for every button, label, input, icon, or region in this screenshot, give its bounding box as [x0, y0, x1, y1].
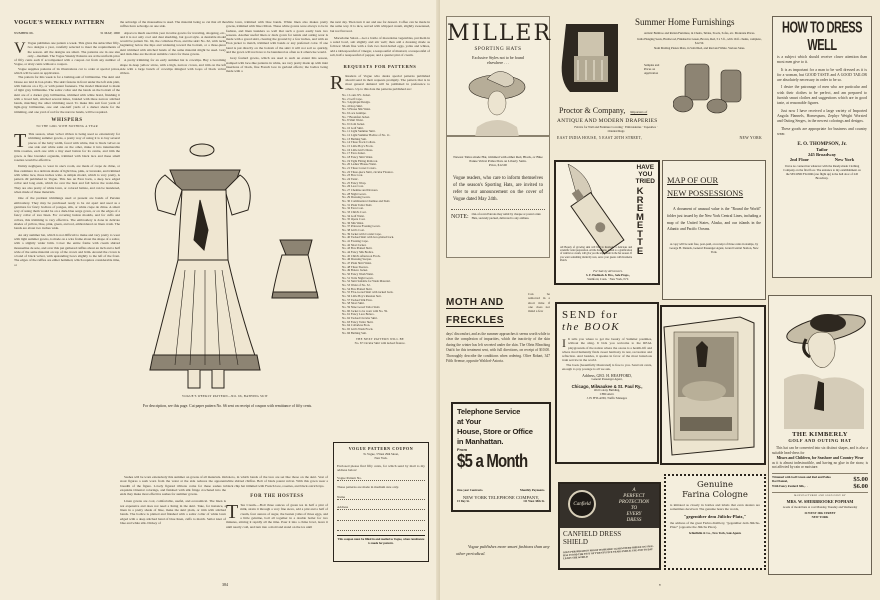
proctor-company: Proctor & Company, Importers of — [559, 106, 648, 115]
intro-paragraph: The pattern for this week is for a bathing-suit of brilliantine. The skirt and blouse are laid in box-plaits. The skirt fastens in front under the left side plait, with buttons on a fly, or with patent fasteners. The model illustrated is made of light gray brilliantine. The sailor collar and the bands on the bottom of the skirt are of a darker gray brilliantine, trimmed with white braid, finishing it with a broad belt, stitched several times, braided with three narrow stitched bands, matching the other trimming used. To make this suit four yards of light-gray brilliantine, one and one-half yards of a darker shade for the trimming, and one yard of red for the narrow bands, will be required. — [14, 75, 120, 114]
miller-tagline: Exclusive Styles not to be found elsewhere . . . — [472, 55, 524, 65]
pattern-list-item: No. 35 Opera Coat. — [342, 217, 366, 222]
farina-quote: "gegenüber dem Jülichs-Platz," — [683, 513, 747, 519]
pattern-list-item: No. 45 Child's Afternoon Frock. — [342, 253, 381, 258]
send-book-footer: J. H. HYLAND, Traffic Manager. — [586, 395, 628, 400]
pattern-list-item: No. 1 Louis XV. Jacket. — [342, 92, 371, 97]
page-title: VOGUE'S WEEKLY PATTERN — [14, 20, 105, 26]
send-book-role: General Passenger Agent, — [591, 377, 623, 382]
kimberly-ad[interactable] — [768, 295, 872, 575]
farina-title-1: Genuine — [697, 480, 733, 490]
book-cover-illustration — [662, 307, 762, 457]
kremette-brand: KREMETTE — [636, 186, 644, 257]
telephone-terms: One-year Contracts. Monthly Payments. — [457, 488, 545, 492]
tailor-name: E. O. THOMPSON, Jr. — [797, 142, 847, 148]
pattern-list-item: No. 17 Eton Jacket. — [342, 151, 366, 156]
paragraph: the selvedge of the mousseline is used. The material being so cut that all the ruffles have selvedge on one side. — [120, 20, 226, 29]
kremette-ad[interactable] — [554, 160, 660, 285]
pattern-list-item: No. 16 Little Girl's Dress. — [342, 147, 374, 152]
telephone-from: From — [457, 447, 467, 452]
pattern-list-item: No. 54 Box Plaited Skirt. — [342, 286, 373, 291]
pattern-list-item: No. 48 Three Sleeves. — [342, 264, 369, 269]
whispers-paragraph: Dainty negligees, to wear in one's room, are made of crepe de chine, or fine cashmere in a delicate shade of light blue, pink, or lavender, and trimmed with white lace, three inches wide. A simple model, which is very pretty, is pattern 49 published in Vogue. This has an Eton back, a deep lace edged collar and long ends, which tie over the bust and fall below the waist-line. They are also pretty of white lawn, or colored batiste, and can be laundered, when made of these materials. — [14, 164, 120, 194]
furnishings-list — [637, 32, 762, 51]
pattern-list-item: No. 34 Golf Waist. — [342, 213, 365, 218]
requests-title: REQUESTS FOR PATTERNS — [343, 64, 417, 70]
kimberly-price-1: Trimmed with Golf Green and Red and Polka Dot Flannel, $5.00 — [772, 474, 868, 484]
pattern-list-item: No. 28 Night Gown. — [342, 191, 367, 196]
furnishing-item: India Hanging Seats, Hardwood, Finished in Green, Brown, Red, 3 x 5 ft., with 10-ft. chains, complete, $12.50. — [637, 36, 762, 45]
column-1 — [14, 41, 120, 267]
pattern-list-item: No. 66 Bathing Suit. — [342, 330, 367, 335]
kremette-maker: S. F. Haddock & Bro., Sole Props., — [586, 273, 630, 277]
send-book-title-2: the BOOK — [562, 321, 621, 333]
pattern-list-item: No. 42 Short Jacket. — [342, 242, 367, 247]
pattern-header — [14, 20, 120, 35]
column-3-top — [226, 20, 328, 74]
right-page — [440, 0, 880, 600]
paragraph: white lawn, trimmed with blue bands. White linen also makes pretty gowns, trimmed with blue ribbon. These white gowns were always to be in fashion, and linen launders so well that such a gown easily lasts two seasons. Another useful linen or duck gown for tennis and outing wear is made with a gored skirt, clearing the ground by a few inches, and with an Eton jacket to match, trimmed with bands or any preferred color. If one band is put directly on the bottom of the skirt it will not soil so quickly, and the gown will not have to be laundered as often as it otherwise would. — [226, 20, 328, 55]
pattern-list-item: No. 30 Combination Chemise and Skirt. — [342, 198, 391, 203]
wicker-stools-illustration — [673, 62, 761, 114]
paragraph: the next day. Then turn it out and use for dessert. Coffee can be made in the same way. It is nice, served with whipped cream, slightly sweetened, but not flavored. — [330, 20, 430, 33]
moth-side-text: Can be removed in a short time if one does not mind a few — [528, 292, 550, 314]
kimberly-title: THE KIMBERLY — [792, 431, 848, 438]
pattern-list-item: No. 60 Jacket to be worn with No. 59. — [342, 308, 388, 313]
kimberly-bold: Misses and Children, for Seashore and Country Wear — [776, 456, 864, 461]
page-number-left: 384 — [222, 582, 228, 587]
intro-paragraph: V Vogue publishes one pattern a week. This gives the subscriber fifty-two designs a year, carefully selected to meet the requirements of the season. All the designs are smart. The patterns are in one size only—medium. The Vogue Weekly Patterns are at the uniform price of fifty cents each if accompanied with a coupon cut from any number of Vogue, or sixty cents without a coupon. — [14, 40, 120, 67]
coupon-text: Enclosed please find fifty cents, for which send by mail to my address below: — [337, 463, 425, 472]
kimberly-city: NEW YORK — [811, 514, 829, 519]
dress-well-title: HOW TO DRESS WELL — [782, 19, 862, 55]
pattern-list-item: No. 46 Dressing Sacque. — [342, 257, 372, 262]
pattern-list-item: No. 24 Tunic. — [342, 176, 359, 181]
proctor-fabrics: Fabrics for Wall and Furniture Covering · Embroideries · Tapestries · Oriental Rugs — [574, 125, 658, 133]
pattern-list-item: No. 3 Appliqué Design. — [342, 100, 371, 105]
pattern-list-item: No. 12 Light Summer Bodice of No. 11. — [342, 133, 391, 138]
send-book-body-2: The book (beautifully illustrated) is free to you. Send six cents, enough to pay postage is all we ask. — [562, 362, 652, 372]
pattern-list-item: No. 40 Tucked Skirt with box-plaited back. — [342, 235, 394, 240]
coupon-footer: This coupon must be filled in and mailed to Vogue, when remittance is made for pattern. — [337, 537, 425, 546]
telephone-addresses: 15 Dey St. 111 West 38th St. — [457, 498, 545, 503]
column-2-top — [120, 20, 226, 76]
pattern-list-item: No. 15 Little Boy's Frock. — [342, 144, 374, 149]
pattern-list-item: No. 13 Bathing Suit. — [342, 136, 367, 141]
pattern-list-item: No. 32 Eton Coat. — [342, 206, 364, 211]
proctor-ad[interactable] — [555, 16, 765, 146]
map-body: A document of unusual value is the "Round the World" folder just issued by the New York Central Lines, including a map of the United States, Alaska, and our islands in the Atlantic and Pacific Oceans. — [667, 207, 761, 232]
whispers-paragraph: T This season, when velvet ribbon is being used so extensively for trimming summer gowns, a pretty way of using it is to buy several pieces of the baby width, faced with white, that is black velvet on one side and white satin on the other, make it into innumerable little rosettes, each one with a tiny steel button for its centre, and trim the gown. A fine lavender organdie, trimmed with black lace and these small rosettes would be effective. — [14, 130, 120, 162]
tailor-role: Tailor — [816, 147, 828, 153]
pattern-list-item: No. 36 Silk Waist. — [342, 220, 364, 225]
pattern-list-item: No. 49 Bolero Jacket. — [342, 268, 369, 273]
canfield-brand: CANFIELD DRESS SHIELD — [563, 530, 622, 546]
send-book-body: I It tells you where to get the beauty of Summer pastimes, without the sting. It bids you welcome to the REAL playgrounds of the nation where the ozone is a health-lift and where tired humanity finds sweet harmony in rest, recreation and reflection. And besides, it speaks in favor of the most luxurious train service in the world. — [562, 336, 652, 363]
kimberly-hat-illustration — [772, 299, 868, 429]
pattern-list-item: No. 20 Ladies' Blouse Waist. — [342, 162, 377, 167]
furnishing-item: Artistic Bamboo and Rattan Furniture, in Chairs, Tables, Stools, Sofas, etc. Moderate Prices. — [643, 31, 756, 35]
name-field[interactable]: Name — [337, 495, 425, 500]
paragraph: Alpaca is much used this year in tailor-gowns for traveling, shopping, etc., and it is not only cool and dust shedding, but good style. A desirable model would be pattern No. 64, the collarless Eton, and the skirt No. 62, with tucks beginning below the hips and widening toward the bottom, or a three-piece skirt trimmed with stitched bands of the same material might be used. Gray and dark-blue are the most suitable colors for these gowns. — [120, 30, 226, 57]
address-field-line[interactable] — [337, 527, 425, 531]
column-2-bottom — [120, 475, 226, 525]
pattern-list-item: No. 51 Voile Night Gown. — [342, 275, 374, 280]
pattern-list-item: No. 65 Girl's Wash Frock. — [342, 326, 374, 331]
intro-paragraph: Vogue supplies patterns of its illustrations cut to order at special prices, which will be sent on application. — [14, 66, 120, 76]
pattern-list-item: No. 2 Golf Cape. — [342, 96, 363, 101]
telephone-price: $5 a Month — [457, 450, 528, 472]
paragraph: Sashes will be worn extensively this summer on gowns of all materials. On stout figures a sash worn from the waist at the side reduces the apparent breadth of the figure. Lovely figured ribbons come for these sashes in exquisite Oriental colorings, and finished with silk fringe crocheted into the ends they make most effective sashes for summer gowns. — [120, 475, 226, 497]
whispers-paragraph: An airy summer hat, which is not difficult to make and very pretty to wear with light summer gowns, is made on a wire frame about the shape of a sailor, with a slightly wider brim. Cover the entire frame with cream shirred mousseline de soie, and over this put gathered ruffles about an inch and a half wide of the same material on top of the crown and brim. Around the crown is a band of black velvet, with upstanding bows slightly to the left of the front. The edges of the ruffles are either hemmed, which requires considerable time, or — [14, 232, 120, 267]
pattern-list-item: No. 58 Short Skirt. — [342, 301, 365, 306]
pattern-list-item: No. 11 Light Summer Skirt. — [342, 129, 376, 134]
address-field[interactable]: Address — [337, 505, 425, 510]
pattern-list-item: No. 10 Golf Skirt. — [342, 125, 364, 130]
pattern-list-item: No. 38 Girl's Coat. — [342, 228, 365, 233]
send-book-city: CHICAGO. — [599, 391, 615, 396]
whispers-paragraph: One of the prettiest trimmings used at present are bands of Persian embroidery. They may be purchased ready to be cut apart and used as a garniture for fancy bodices of pongee, silk, or white crepe de chine. A smart way of using them would be on a dark-blue serge gown, or on the edges of a fancy collar of tore linen. For covering button moulds, and for cuffs and collars, this trimming is very effective. The embroidery is done in delicate shades of yellow, blue, pink, green, and red, embroidered on linen crash. The bands are about two inches wide. — [14, 196, 120, 231]
kimberly-address: 34 WEST 30th STREET — [804, 510, 836, 515]
bathing-suit-illustration — [130, 130, 325, 395]
next-pattern-label: THE NEXT PATTERN WILL BE — [355, 337, 405, 342]
pattern-list-item: No. 55 Five-Gored Skirt with tucked back. — [342, 290, 394, 295]
pattern-list-item: No. 53 Waist of No. 52. — [342, 282, 371, 287]
farina-agents: Schieffelin & Co., New York, Sole Agents — [688, 531, 742, 536]
miller-subtitle: SPORTING HATS — [474, 46, 522, 52]
send-book-ad[interactable] — [555, 302, 659, 464]
paragraph: Gray foulard gowns, which are used to such an extent this season, stamped with lace-like patterns in white, are very pretty made up with inlet insertions of black, fine French lace in garland effects; the bodice being made with a — [226, 56, 328, 74]
kremette-sold-by: For Sale by All Grocers. — [593, 269, 623, 273]
farina-body-2: the address of the great Farina distillery, "gegenüber dem Jülichs-Platz" (opposite the Jülichs Place). — [670, 520, 760, 529]
send-book-building: Old Colony Building, — [593, 388, 621, 393]
kimberly-maker: MRS. W. SHERBROOKE POPHAM — [786, 499, 854, 505]
kimberly-text-2: as it is almost indestructible, and having no glue in the straw, is not affected by rain or moisture. — [772, 460, 868, 470]
kimberly-price-2: With Fancy Foulard Silk, . . $6.00 — [772, 483, 868, 491]
pattern-list-item: No. 63 Fancy Tailor Skirt. — [342, 319, 374, 324]
pattern-list-item: No. 50 Fancy Wash Waist. — [342, 272, 374, 277]
pattern-list-item: No. 47 Plain Shirt Waist. — [342, 261, 372, 266]
telephone-company: NEW YORK TELEPHONE COMPANY, — [462, 494, 540, 500]
tailor-address: 245 Broadway — [807, 152, 837, 158]
pattern-list-item: No. 9 Cloth Jacket. — [342, 122, 366, 127]
furnishing-item: Siam Matting Piazza Mats, in Solid Red, and Red and White. Various Sizes. — [653, 46, 746, 51]
pattern-number-field[interactable]: Vogue Pattern No. — [337, 476, 425, 481]
pattern-list-item: No. 19 Tight Fitting Petticoat. — [342, 158, 379, 163]
issue-number: NUMBER 66. — [14, 31, 34, 35]
pattern-list-item: No. 31 Plain Tailor Skirt. — [342, 202, 373, 207]
moth-body: days' discomfort, and as the summer approaches it seems worth while to clear the complexion of impurities, which the inactivity of the skin during the winter has left secreted under the skin. The Olein Bleaching Outfit for this treatment sent, with full directions, on receipt of $10.00. Thoroughly describe the conditions when ordering. Olive Robart, 347 Fifth Avenue, opposite Waldorf-Astoria. — [446, 332, 550, 364]
miller-price: Price, $12.00 — [489, 163, 507, 168]
pattern-list-item: No. 29 Dressing Gown. — [342, 195, 371, 200]
tea-cream-recipe: T Tea Cream.—Boil three ounces of green tea in half a pint of milk, strain it through a very fine sieve, add a pint and a half of cream, four ounces of sugar, the beaten yolks of three eggs, and a little gelatine, boil all together in a double boiler for two minutes, stirring it rapidly all the time. Pour it into a china bowl, leave it until nearly cold, and turn into a mold and stand on the ice until — [226, 501, 328, 529]
pattern-list-item: No. 44 Fancy Silk Bodice. — [342, 250, 374, 255]
send-book-railway: Chicago, Milwaukee & St. Paul Ry., — [571, 384, 643, 390]
kremette-copy: All Beauty of growing skin will find in Kremette a delicious and scientific toilet preparation. A little Kremette, added to a gratification of vanilla ice cream, will give you the enjoyment in the hot season. If you want something distinctly new, serve your guests with Kremette Punch. — [560, 246, 632, 262]
miller-note: NOTE: Out-of-town Patrons may remit by cheque or postal order. Hats, securely packed, delivered to any address. — [451, 209, 545, 221]
moth-title: MOTH AND — [446, 297, 504, 308]
proctor-draperies: ANTIQUE AND MODERN DRAPERIES — [557, 118, 658, 124]
address-field-line[interactable] — [337, 517, 425, 521]
dress-well-body: is a subject which should receive closer attention than most men give to it. It is as important for a man to be well dressed as it is for a woman, but GOOD TASTE and A GOOD TAILOR are absolutely necessary in order to be so. I desire the patronage of men who are particular and wish their clothes to be perfect, and am prepared to furnish smart clothes and suggestions which are in good taste, at reasonable figures. Just now I have received a large variety of Imported Angola Flannels, Homespuns, Zephyr Weight Worsted and Outing Serges, in the newest colorings and designs. These goods are appropriate for business and country wear. — [777, 55, 867, 136]
telephone-ad-footer — [451, 488, 551, 512]
column-4 — [330, 20, 430, 346]
farina-ad[interactable] — [664, 474, 766, 570]
pattern-list-item: No. 37 Princess Evening Gown. — [342, 224, 381, 229]
pattern-list-item: No. 57 Tucked Silk Eton. — [342, 297, 373, 302]
furnishings-header: Summer Home Furnishings — [635, 17, 735, 27]
pattern-list-item: No. 41 Evening Cape. — [342, 239, 369, 244]
pattern-list-item: No. 7 Breakfast Jacket. — [342, 114, 370, 119]
pattern-list-item: No. 62 Tucked Circular Skirt. — [342, 315, 378, 320]
moth-freckles-ad[interactable] — [446, 292, 550, 402]
pattern-coupon[interactable] — [333, 442, 429, 562]
issue-date: 31 MAY, 1900 — [100, 31, 120, 35]
column-3-bottom — [226, 475, 328, 529]
kimberly-maker-note: MANUFACTURED AND SOLD ONLY BY — [772, 492, 868, 498]
pattern-list-item: No. 23 Box Coat. — [342, 173, 364, 178]
miller-body: Vogue readers, who care to inform themselves of the season's Sporting Hats, are invited to refer to our announcement on the cover of Vogue dated May 24th. — [453, 176, 543, 203]
figure-caption: VOGUE'S WEEKLY PATTERN—NO. 66, BATHING SUIT — [181, 394, 269, 398]
pattern-list-item: No. 33 Child's Coat. — [342, 209, 367, 214]
map-fine-print: A copy will be sent free, post-paid, on receipt of three cents in stamps, by George H. Daniels, General Passenger Agent, Grand Central Station, New York. — [669, 242, 759, 254]
sizes-note: These patterns are made in medium size only. — [337, 485, 399, 490]
pattern-list-item: No. 43 Box Plaited Skirt. — [342, 246, 373, 251]
map-title-2: NEW POSSESSIONS — [667, 188, 744, 198]
farina-title-2: Farina Cologne — [682, 490, 748, 500]
book-illustration-panel — [660, 305, 766, 465]
requests-intro: R Readers of Vogue who desire special patterns published should send in their requests promptly. The pattern that is in most general demand will be published in preference to others. Up to this date the patterns published are: — [330, 71, 430, 94]
canfield-badge: Canfield — [568, 490, 596, 518]
coupon-address: New York. — [374, 455, 388, 460]
map-ad[interactable] — [662, 160, 766, 300]
proctor-address: EAST INDIA HOUSE, 5 EAST 20TH STREET, NEW YORK — [557, 136, 762, 140]
next-pattern-value: No. 67 Circular Skirt with tucked flounce. — [354, 340, 406, 345]
vogue-note: Vogue publishes more smart fashions than any other periodical. — [456, 544, 550, 556]
whispers-title: WHISPERS — [51, 118, 83, 124]
pattern-list-item: No. 61 Fancy Lace Bolero. — [342, 312, 375, 317]
paragraph: A pretty trimming for an early summer hat is cowslips. Buy a becoming shape in deep yellow straw, with a high, narrow crown, and trim on the left side with a large bunch of cowslips mingled with loops of black velvet ribbon. — [120, 58, 226, 76]
kimberly-subtitle: GOLF AND OUTING HAT — [788, 438, 852, 443]
miller-title: MILLER — [447, 21, 553, 46]
pattern-list-item: No. 64 Collarless Eton. — [342, 323, 371, 328]
freckles-title: FRECKLES — [446, 315, 504, 326]
pattern-list-item: No. 6 Lace Guimpe. — [342, 111, 367, 116]
miller-caption: Newest Tailor-made Hat, trimmed with either Red, Black, or Blue Panne Velvet Polka Dots on Liberty Satin. — [453, 155, 543, 164]
pattern-list — [342, 94, 430, 335]
woman-hat-illustration — [447, 65, 551, 137]
telephone-headline: Telephone Service at Your House, Store or Office in Manhattan. — [457, 407, 533, 446]
coupon-address: To Vogue, 3 West 29th Street, — [363, 452, 399, 456]
pattern-list-item: No. 21 Three Corset Covers. — [342, 165, 377, 170]
chair-illustration — [560, 22, 622, 92]
miller-ad-body — [446, 136, 550, 258]
hostess-title: FOR THE HOSTESS — [250, 493, 304, 499]
farina-body: is imitated as closely in bottles and labels that even dealers are sometimes deceived. The genuine bears the words, — [670, 503, 760, 512]
kremette-city: Stamford, Conn. · New York, N.Y. — [587, 277, 629, 281]
send-book-contact: Address, GEO. H. HEAFFORD, — [582, 374, 632, 379]
send-book-title-1: SEND for — [562, 309, 619, 321]
pattern-list-item: No. 4 Drop Skirt. — [342, 103, 363, 108]
tailor-fine-print: I have no connection whatever with the Ready-made Clothing Company on the first floor. The entrance to my establishment on the SECOND FLOOR (one flight up) is the hall door of 245 Broadway. — [783, 164, 861, 180]
pattern-list-item: No. 8 Shirt Waist. — [342, 118, 364, 123]
paragraph: Linen gowns are cool, comfortable, useful, and economical. The linen is not expensive and does not need a lining in the skirt. Take, for instance, a linen in a pretty shade of blue, make the skirt plain, or trim with stitched bands. The bodice is plaited and finished with a sailor collar of white lawn edged with a deep stitched band of blue linen, cuffs to match. Sailor knot of blue and white silk. Dickey of — [120, 499, 226, 525]
pattern-list-item: No. 56 Little Boy's Russian Suit. — [342, 293, 382, 298]
figure-description: For description, see this page. Cut paper pattern No. 66 sent on receipt of coupon with remittance of fifty cents. — [142, 404, 313, 408]
canfield-banner — [560, 528, 659, 568]
coupon-title: VOGUE PATTERN COUPON — [348, 446, 414, 451]
telephone-ad[interactable] — [451, 402, 551, 492]
map-title-1: MAP OF OUR — [667, 175, 719, 185]
page-number-right: v — [659, 582, 661, 587]
pattern-list-item: No. 26 Lace Coat. — [342, 184, 364, 189]
pattern-list-item: No. 5 House Silk Waist. — [342, 107, 371, 112]
pattern-list-item: No. 25 Fancy Wrap. — [342, 180, 367, 185]
kimberly-text: This hat can be converted into six distinct shapes, and is also a suitable head-dress for — [772, 446, 868, 455]
canfield-band: ONLY PERSPIRATION PROOF WASHABLE GUARANTEED SHIELD ON SALE. HAS STOOD THE TEST OF TWENTY FIVE YEARS PUBLIC USE AND TO DAY LEADS THE WORLD — [562, 544, 654, 561]
kimberly-sale: A sale of model hats at cost Monday, Tuesday and Wednesday — [782, 505, 858, 510]
pattern-list-item: No. 59 Nine Gored Tailor Skirt. — [342, 304, 381, 309]
pattern-list-item: No. 14 Three Stock Collars. — [342, 140, 376, 145]
samples-note: Samples and Prices on Application — [644, 63, 660, 75]
pattern-list-item: No. 18 Fancy Shirt Waist. — [342, 155, 374, 160]
canfield-ad[interactable] — [558, 482, 661, 570]
kremette-headline: HAVE YOU TRIED — [635, 164, 655, 185]
paragraph: bolero, in which bands of the lace are set like those on the skirt. Vest of white shirred chiffon. Belt of black patent velvet. With this gown wear a black chip hat trimmed with French lace, rosettes, and black ostrich tips. — [226, 475, 328, 488]
pattern-list-item: No. 52 Skirt Suitable for Wash Material. — [342, 279, 391, 284]
whispers-subtitle: TO THE GIRL WITH NOTHING A YEAR — [36, 124, 98, 129]
pattern-list-item: No. 22 Three-piece Skirt, circular Flounce. — [342, 169, 394, 174]
pattern-list-item: No. 27 Chemise and Drawers. — [342, 187, 379, 192]
dress-well-ad[interactable] — [772, 16, 872, 278]
pattern-list-item: No. 39 Jacket with Corslet Cape. — [342, 231, 382, 236]
miller-ad[interactable] — [446, 16, 553, 136]
tailor-floor: 2nd Floor New York — [789, 157, 855, 163]
canfield-tagline: A PERFECT PROTECTION TO EVERY DRESS — [618, 488, 650, 523]
macedoine-recipe: Macedoine Salad.—Get a bottle of macedoine vegetables, put them in a salad bowl, salt slightly and stir well; then add a dressing made as follows: Mash fine with a fork two hard-boiled eggs, yolks and whites, add a tablespoonful of vinegar, a teaspoonful of mustard, a teaspoonful of salt, half a teaspoonful of pepper, and a quarter pint of cream. — [330, 35, 430, 58]
